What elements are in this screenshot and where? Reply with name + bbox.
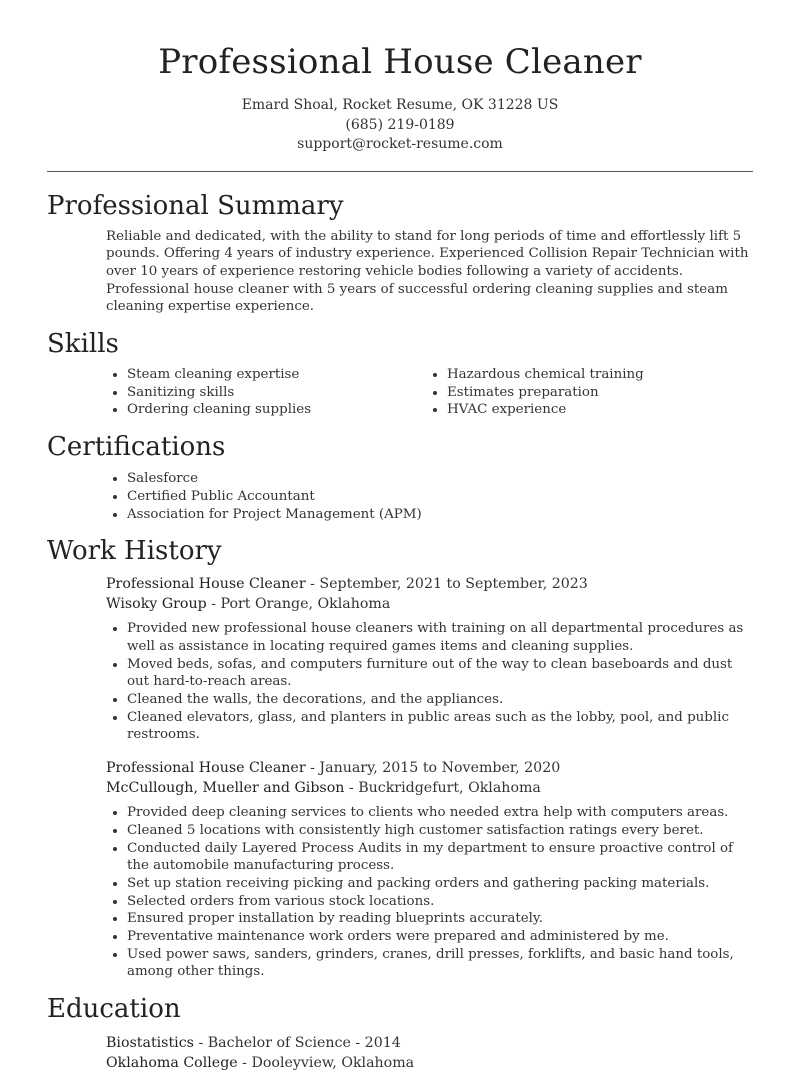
job-company: McCullough, Mueller and Gibson [106,780,345,797]
job-role: Professional House Cleaner [106,576,306,593]
education-degree-line [106,1033,753,1053]
header-divider [47,171,753,172]
job-bullet: • Provided deep cleaning services to clients who needed extra help with computers areas. [127,804,753,822]
job-location: - Port Orange, Oklahoma [206,596,391,613]
education-school-location: - Dooleyview, Oklahoma [237,1055,415,1072]
skills-left-column [106,366,426,419]
education-school: Oklahoma College [106,1055,238,1072]
job-title-line [106,758,753,778]
summary-text: Reliable and dedicated, with the ability to stand for long periods of time and effortlessly lift 5 pounds. Offering 4 years of industry experience. Experienced Collision Repair Technician with over 10 years of experience restoring vehicle bodies following a variety of accidents. Professional house cleaner with 5 years of successful ordering cleaning supplies and steam cleaning expertise experience. [106,228,749,315]
summary-section [0,190,800,317]
skill-item: • HVAC experience [447,401,746,419]
phone: (685) 219-0189 [345,116,455,133]
skill-item: • Hazardous chemical training [447,366,746,384]
certification-item: • Association for Project Management (APM) [127,506,753,524]
certifications-title: Certifications [47,432,226,463]
job-role: Professional House Cleaner [106,760,306,777]
candidate-name: Professional House Cleaner [158,42,642,82]
job-entry [47,758,753,981]
job-bullet: • Selected orders from various stock locations. [127,893,753,911]
skill-item: • Sanitizing skills [127,384,426,402]
skills-right-list [426,366,746,419]
skill-item: • Estimates preparation [447,384,746,402]
job-bullet: • Used power saws, sanders, grinders, cranes, drill presses, forklifts, and basic hand tools, among other things. [127,946,753,981]
skills-title: Skills [47,329,119,360]
resume-header [0,0,800,155]
job-bullet: • Conducted daily Layered Process Audits in my department to ensure proactive control of the automobile manufacturing process. [127,840,753,875]
job-dates: - January, 2015 to November, 2020 [305,760,561,777]
skills-right-column [426,366,746,419]
email: support@rocket-resume.com [297,136,503,152]
job-location: - Buckridgefurt, Oklahoma [344,780,541,797]
job-title-line [106,574,753,594]
contact-block [0,96,800,155]
work-history-title: Work History [47,536,222,567]
address: Emard Shoal, Rocket Resume, OK 31228 US [241,97,559,113]
job-bullet: • Ensured proper installation by reading blueprints accurately. [127,910,753,928]
skills-body [47,366,753,419]
job-company-line [106,594,753,614]
job-entry [47,574,753,744]
job-bullets [106,804,753,981]
job-dates: - September, 2021 to September, 2023 [305,576,588,593]
education-title: Education [47,994,181,1025]
education-degree-detail: - Bachelor of Science - 2014 [193,1035,401,1052]
certifications-list [106,470,753,523]
work-history-section [0,535,800,981]
education-section [0,993,800,1073]
job-bullet: • Set up station receiving picking and packing orders and gathering packing materials. [127,875,753,893]
job-bullet: • Cleaned elevators, glass, and planters in public areas such as the lobby, pool, and public restrooms. [127,709,753,744]
education-body [47,1033,753,1073]
job-bullet: • Cleaned the walls, the decorations, and the appliances. [127,691,753,709]
job-company: Wisoky Group [106,596,207,613]
education-school-line [106,1053,753,1073]
certifications-section [0,431,800,523]
job-company-line [106,778,753,798]
job-bullet: • Cleaned 5 locations with consistently high customer satisfaction ratings every beret. [127,822,753,840]
job-bullet: • Moved beds, sofas, and computers furniture out of the way to clean baseboards and dust out hard-to-reach areas. [127,656,753,691]
certification-item: • Certified Public Accountant [127,488,753,506]
skills-grid [106,366,753,419]
education-degree: Biostatistics [106,1035,194,1052]
summary-title: Professional Summary [47,190,344,221]
job-bullet: • Preventative maintenance work orders were prepared and administered by me. [127,928,753,946]
job-bullet: • Provided new professional house cleaners with training on all departmental procedures as well as assistance in locating required games items and cleaning supplies. [127,620,753,655]
skill-item: • Steam cleaning expertise [127,366,426,384]
certifications-body [47,470,753,523]
job-bullets [106,620,753,744]
certification-item: • Salesforce [127,470,753,488]
skill-item: • Ordering cleaning supplies [127,401,426,419]
skills-section [0,328,800,419]
skills-left-list [106,366,426,419]
summary-body [47,228,753,317]
